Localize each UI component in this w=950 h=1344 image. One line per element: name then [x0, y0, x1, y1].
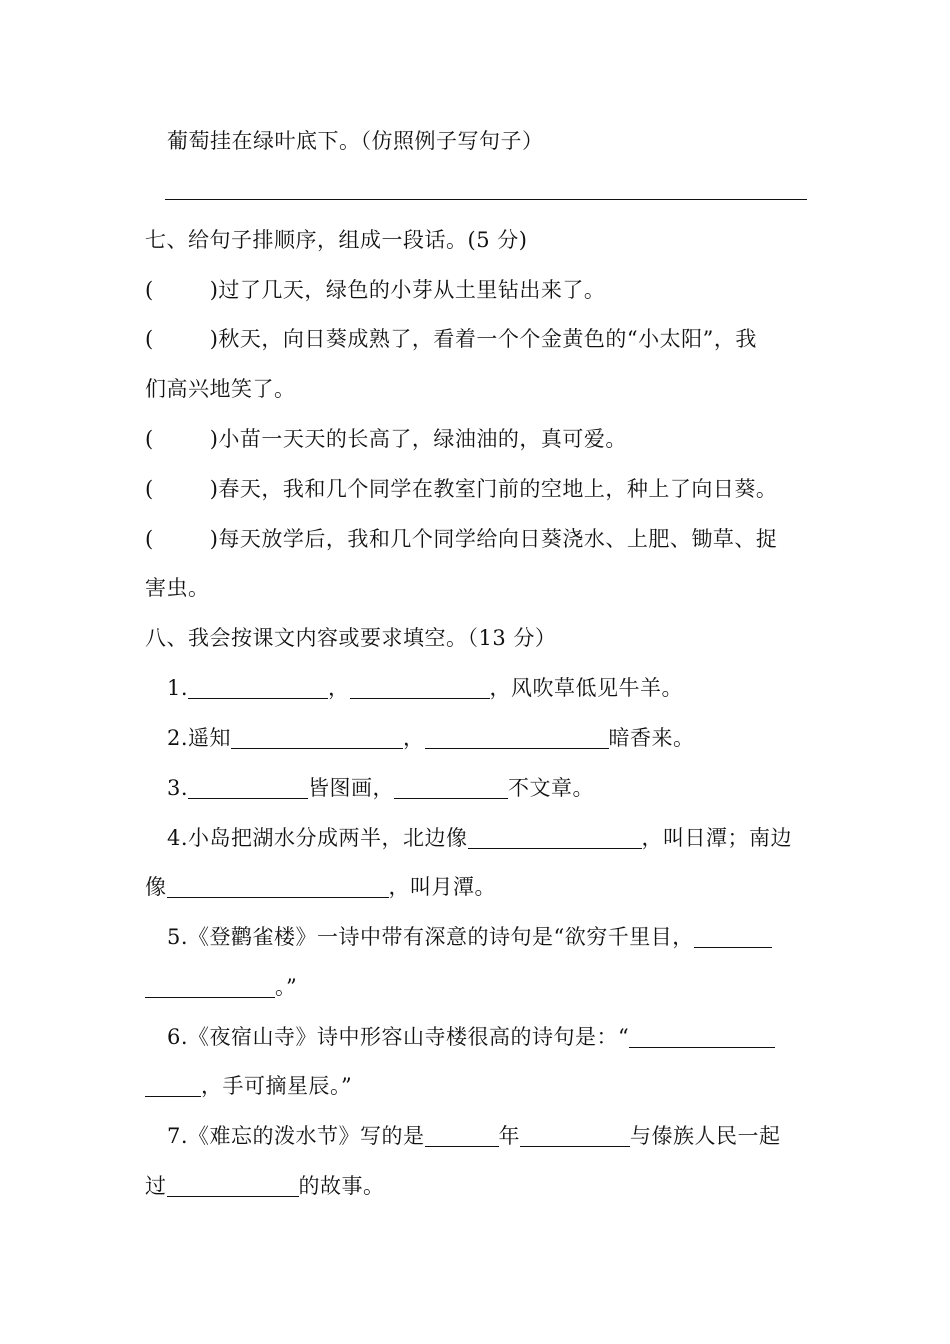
fill-q6: 6.《夜宿山寺》诗中形容山寺楼很高的诗句是：“: [167, 1023, 775, 1051]
blank[interactable]: [425, 1124, 499, 1147]
fill-q5-cont: 。”: [145, 973, 297, 1001]
blank[interactable]: [231, 726, 403, 749]
fill-q7: 7.《难忘的泼水节》写的是 年 与傣族人民一起: [167, 1124, 781, 1148]
blank[interactable]: [145, 1074, 201, 1097]
fill-q2: 2.遥知 ， 暗香来。: [167, 726, 695, 750]
blank[interactable]: [468, 826, 642, 849]
order-bracket[interactable]: ( ): [145, 427, 219, 451]
blank[interactable]: [394, 776, 508, 799]
order-item-2-cont: 们高兴地笑了。: [145, 377, 296, 401]
blank[interactable]: [425, 726, 609, 749]
section-8-heading: 八、我会按课文内容或要求填空。（13 分）: [145, 626, 557, 650]
order-item-1: ( )过了几天，绿色的小芽从土里钻出来了。: [145, 278, 606, 302]
order-item-5-cont: 害虫。: [145, 576, 210, 600]
order-bracket[interactable]: ( ): [145, 477, 219, 501]
fill-q4: 4.小岛把湖水分成两半，北边像 ，叫日潭；南边: [167, 826, 793, 850]
order-item-4: ( )春天，我和几个同学在教室门前的空地上，种上了向日葵。: [145, 477, 778, 501]
blank[interactable]: [694, 925, 772, 948]
order-bracket[interactable]: ( ): [145, 327, 219, 351]
fill-q6-cont: ，手可摘星辰。”: [145, 1072, 352, 1100]
order-item-2: ( )秋天，向日葵成熟了，看着一个个金黄色的“小太阳”，我: [145, 327, 757, 351]
order-bracket[interactable]: ( ): [145, 527, 219, 551]
fill-q4-cont: 像 ，叫月潭。: [145, 875, 496, 899]
section-7-heading: 七、给句子排顺序，组成一段话。(5 分): [145, 228, 528, 252]
order-item-3: ( )小苗一天天的长高了，绿油油的，真可爱。: [145, 427, 627, 451]
blank[interactable]: [167, 1174, 299, 1197]
fill-q3: 3. 皆图画， 不文章。: [167, 776, 595, 800]
blank[interactable]: [520, 1124, 630, 1147]
blank[interactable]: [188, 776, 308, 799]
blank[interactable]: [188, 676, 328, 699]
answer-line[interactable]: [165, 199, 807, 200]
fill-q1: 1. ， ，风吹草低见牛羊。: [167, 676, 684, 700]
fill-q7-cont: 过 的故事。: [145, 1174, 385, 1198]
order-item-5: ( )每天放学后，我和几个同学给向日葵浇水、上肥、锄草、捉: [145, 527, 778, 551]
blank[interactable]: [167, 875, 389, 898]
example-sentence: 葡萄挂在绿叶底下。（仿照例子写句子）: [167, 129, 544, 153]
fill-q5: 5.《登鹳雀楼》一诗中带有深意的诗句是“欲穷千里目，: [167, 923, 772, 951]
blank[interactable]: [629, 1025, 775, 1048]
blank[interactable]: [350, 676, 490, 699]
order-bracket[interactable]: ( ): [145, 278, 219, 302]
blank[interactable]: [145, 975, 275, 998]
